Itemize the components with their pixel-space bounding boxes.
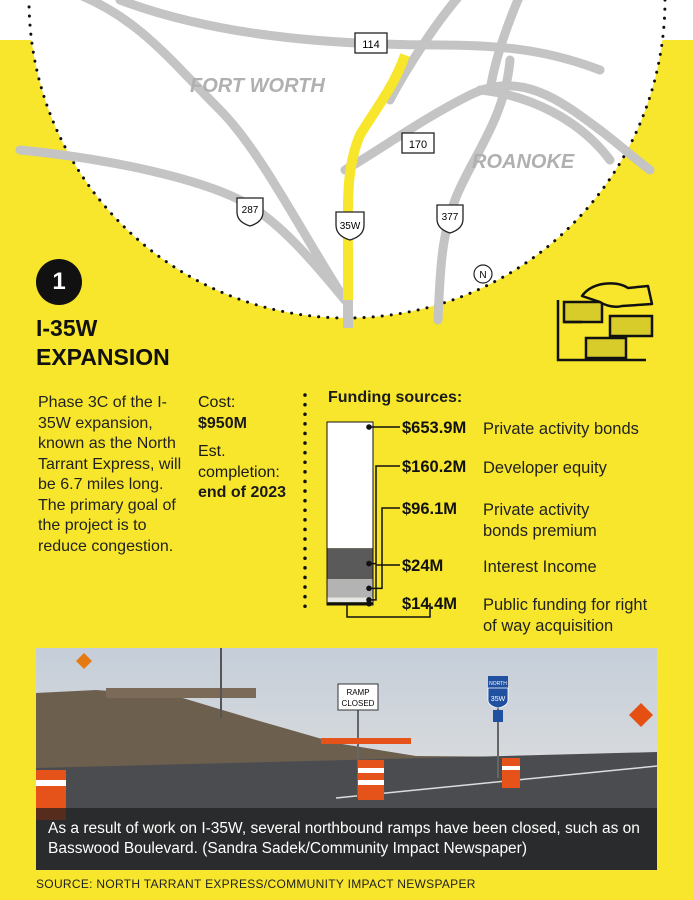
- construction-photo: [36, 648, 657, 870]
- funding-leader-dot-5: [366, 601, 372, 607]
- funding-leader-dot-2: [366, 561, 372, 567]
- shield-377-icon: [437, 205, 463, 233]
- funding-bricks-icon: [556, 276, 664, 368]
- project-title-line1: I-35W: [36, 315, 98, 341]
- svg-text:RAMP: RAMP: [346, 688, 370, 697]
- cost-completion-block: [198, 393, 298, 504]
- funding-label-2: Developer equity: [483, 459, 607, 477]
- photo-caption: As a result of work on I-35W, several northbound ramps have been closed, such as on Basswood Boulevard. (Sandra Sadek/Community Impact Newspaper): [36, 808, 657, 870]
- shield-35w-icon: [336, 212, 364, 240]
- funding-segment-2: [327, 548, 373, 579]
- north-arrow-icon: [474, 265, 492, 283]
- funding-title: Funding sources:: [328, 389, 463, 406]
- column-separator: [302, 392, 308, 614]
- funding-label-4: Interest Income: [483, 558, 597, 576]
- funding-leader-dot-3: [366, 586, 372, 592]
- svg-text:114: 114: [362, 39, 380, 51]
- funding-amount-1: $653.9M: [402, 419, 467, 437]
- funding-amount-3: $96.1M: [402, 500, 458, 518]
- shield-114-icon: [355, 33, 387, 53]
- svg-text:35W: 35W: [490, 696, 506, 703]
- project-title-line2: EXPANSION: [36, 344, 170, 370]
- funding-leader-3: [369, 508, 400, 588]
- cost-label: Cost:: [198, 394, 236, 411]
- funding-label-5: Public funding for right of way acquisition: [483, 596, 648, 635]
- funding-label-1: Private activity bonds: [483, 420, 639, 438]
- cost-value: $950M: [198, 414, 247, 432]
- completion-label: Est. completion:: [198, 443, 280, 481]
- funding-amount-2: $160.2M: [402, 458, 467, 476]
- shield-170-icon: [402, 133, 434, 153]
- funding-leader-2: [369, 466, 400, 564]
- funding-segment-4: [327, 598, 373, 603]
- svg-text:377: 377: [441, 212, 459, 223]
- shield-287-icon: [237, 198, 263, 226]
- svg-text:CLOSED: CLOSED: [341, 699, 375, 708]
- project-description: Phase 3C of the I-35W expansion, known as the North Tarrant Express, will be 6.7 miles long. The primary goal of the project is to reduce congestion.: [38, 394, 182, 555]
- funding-segment-3: [327, 579, 373, 598]
- city-fort-worth-label: FORT WORTH: [190, 75, 325, 97]
- funding-amount-5: $14.4M: [402, 595, 458, 613]
- funding-amount-4: $24M: [402, 557, 444, 575]
- funding-label-3: Private activity bonds premium: [483, 501, 597, 540]
- svg-text:N: N: [479, 270, 487, 281]
- project-title: [36, 314, 170, 372]
- project-number-badge: 1: [36, 259, 82, 305]
- city-roanoke-label: ROANOKE: [472, 151, 575, 173]
- source-credit: SOURCE: NORTH TARRANT EXPRESS/COMMUNITY IMPACT NEWSPAPER: [36, 877, 476, 891]
- funding-leader-dot-1: [366, 424, 372, 430]
- funding-leader-4: [369, 565, 400, 600]
- svg-text:170: 170: [408, 139, 428, 151]
- svg-text:35W: 35W: [339, 221, 361, 232]
- svg-text:NORTH: NORTH: [489, 681, 507, 687]
- funding-segment-1: [327, 422, 373, 548]
- svg-text:287: 287: [241, 205, 259, 216]
- completion-value: end of 2023: [198, 484, 287, 501]
